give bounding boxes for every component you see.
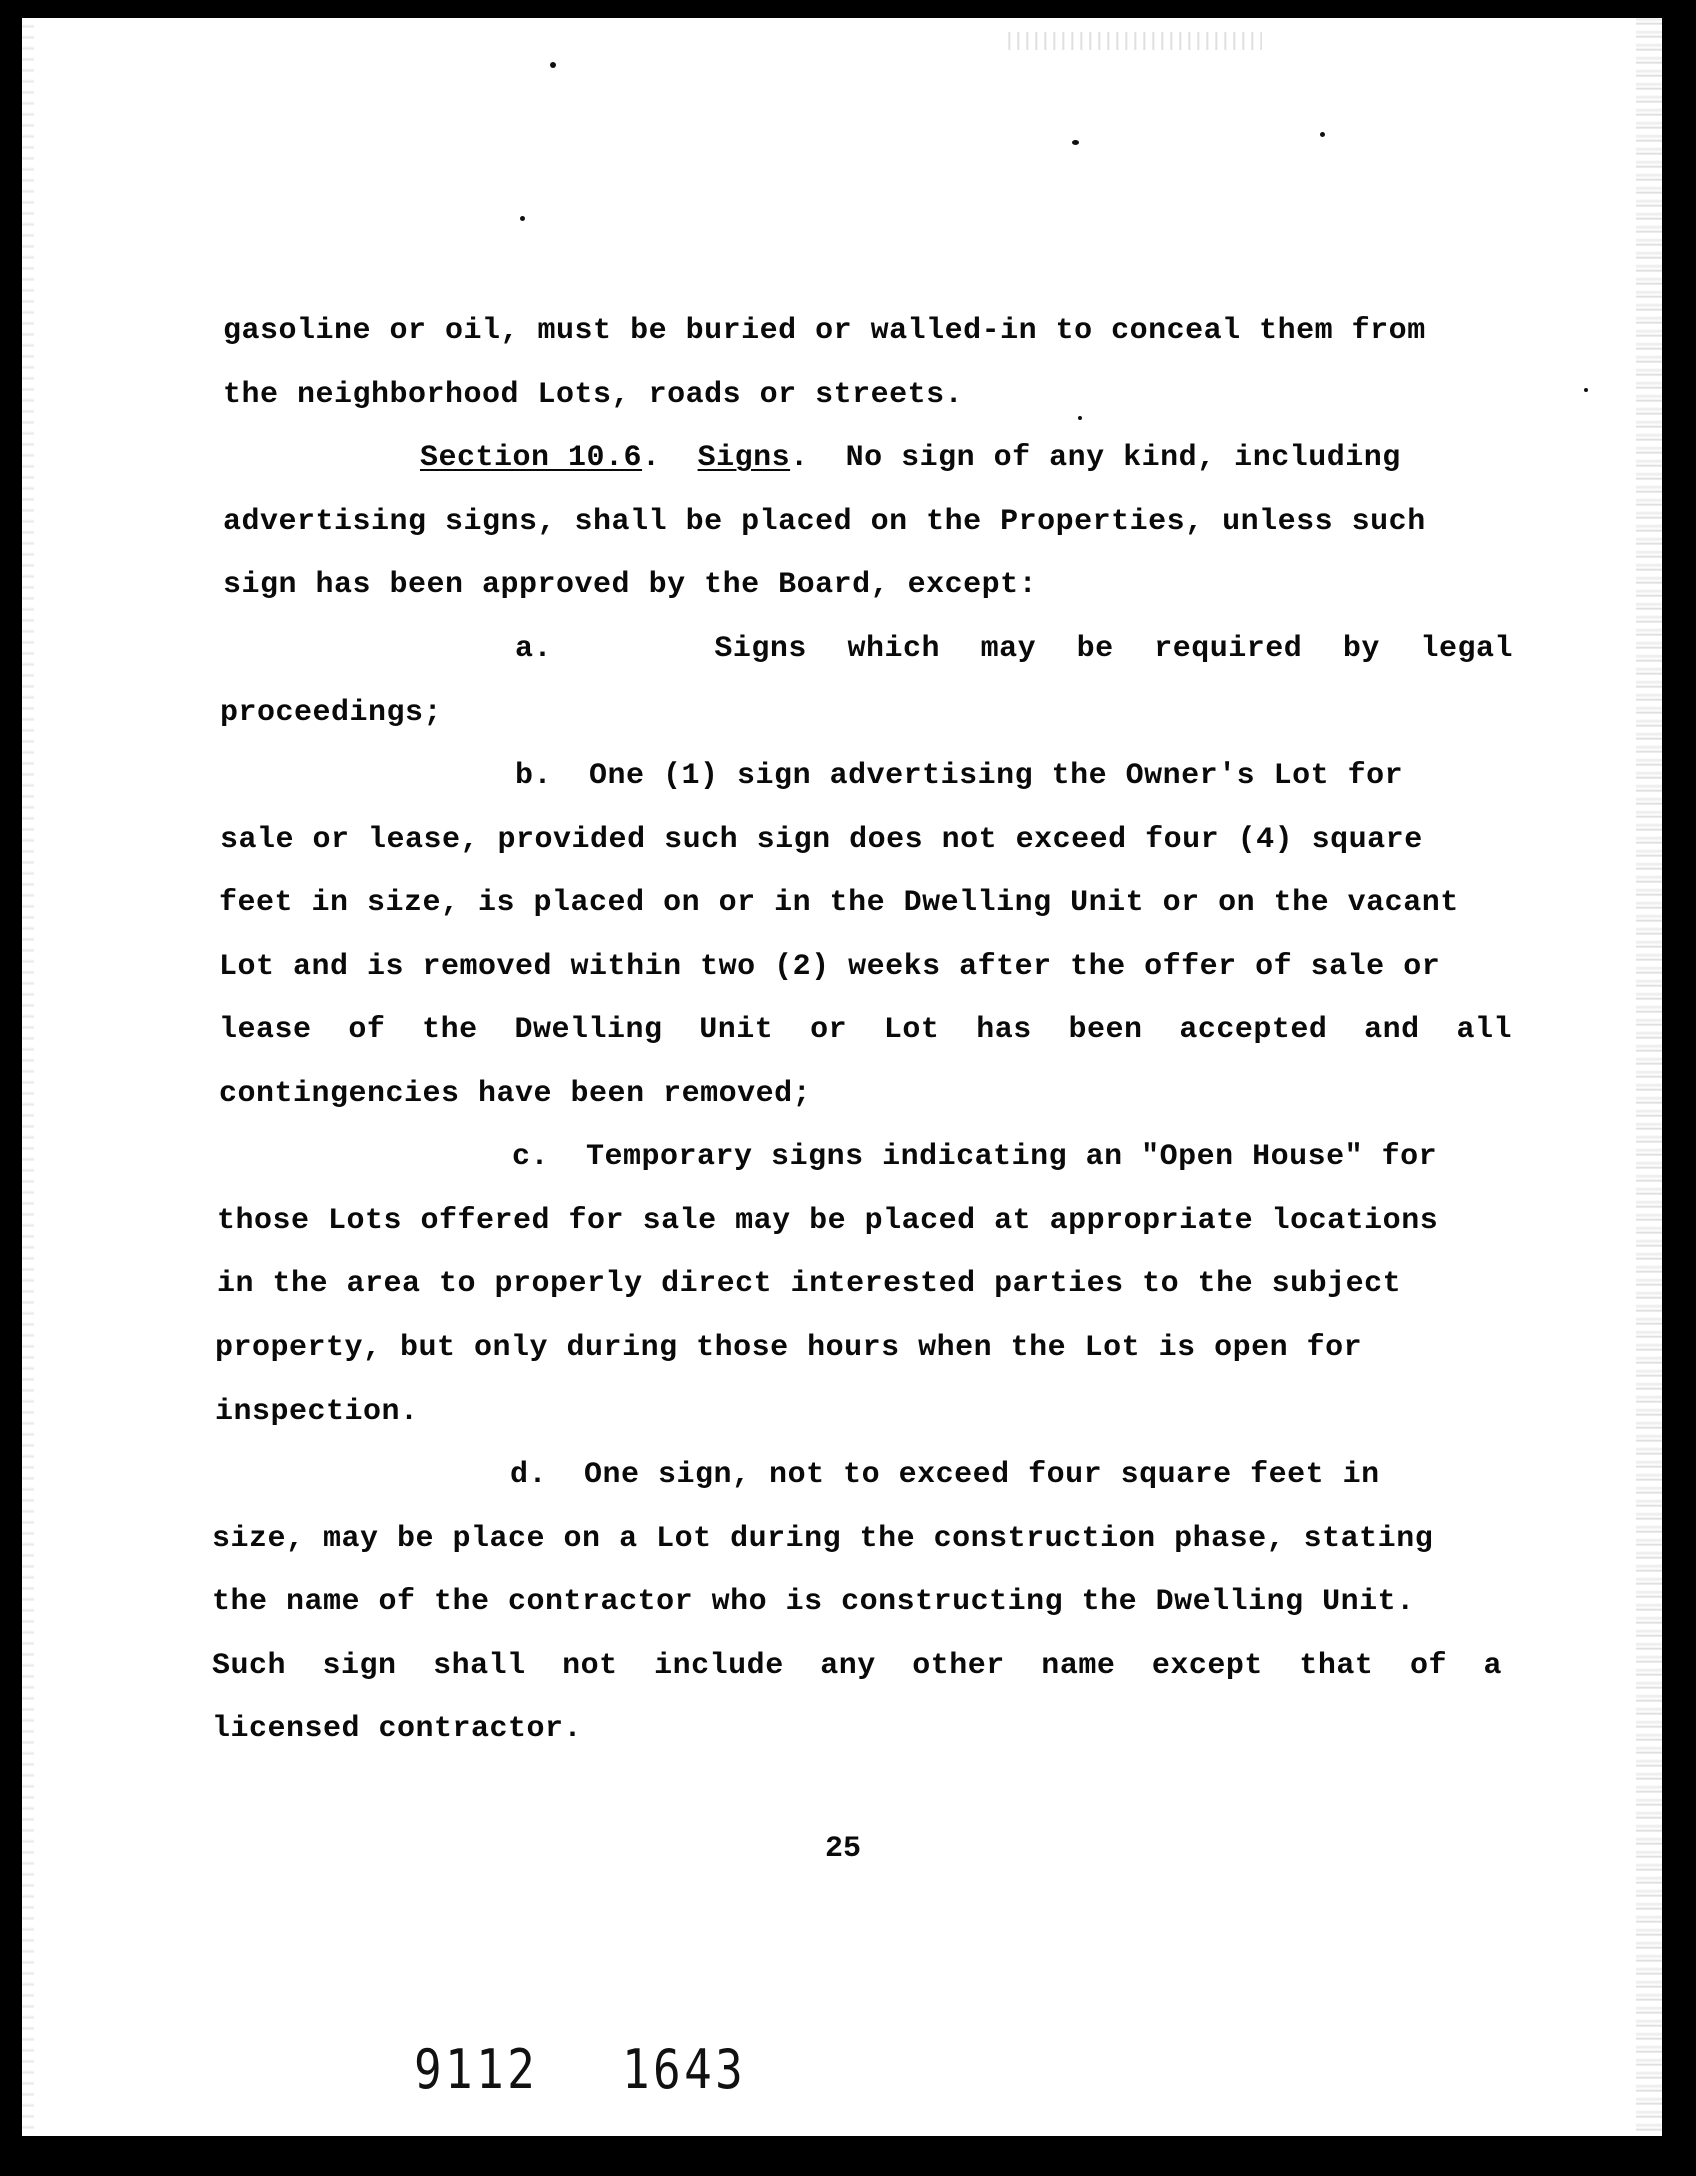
text-line: the name of the contractor who is constructing the Dwelling Unit. [212,1585,1415,1619]
text-line: contingencies have been removed; [219,1077,812,1111]
text-line: those Lots offered for sale may be placed at appropriate locations [217,1204,1439,1238]
scan-speck [1078,416,1082,420]
text-line: property, but only during those hours when the Lot is open for [215,1331,1363,1365]
text-line: the neighborhood Lots, roads or streets. [223,378,964,412]
section-title: Signs [697,441,791,475]
text-line: lease of the Dwelling Unit or Lot has been accepted and all [219,1013,1512,1047]
list-item-label: b. [515,759,553,793]
text-line: sign has been approved by the Board, except: [223,568,1038,602]
scan-edge-noise [1002,32,1262,50]
scan-speck [1072,140,1079,145]
text-line: advertising signs, shall be placed on the Properties, unless such [223,505,1426,539]
list-item-c-first-line [512,1140,1437,1174]
list-item-a-first-line [515,632,1513,666]
text-line: Lot and is removed within two (2) weeks after the offer of sale or [219,950,1441,984]
text-line: licensed contractor. [212,1712,583,1746]
list-item-label: d. [510,1458,548,1492]
section-title-period: . [790,441,809,475]
scan-edge-noise [22,18,34,2136]
scan-speck [1584,388,1588,392]
list-item-label: a. [515,632,553,666]
list-item-text: Temporary signs indicating an "Open House" for [586,1140,1438,1174]
list-item-text: Signs which may be required by legal [714,632,1513,666]
recording-page-number: 1643 [622,2038,747,2101]
list-item-b-first-line [515,759,1403,793]
list-item-text: One (1) sign advertising the Owner's Lot for [589,759,1404,793]
text-line: gasoline or oil, must be buried or walled-in to conceal them from [223,314,1426,348]
section-text: No sign of any kind, including [845,441,1401,475]
section-number: Section 10.6 [420,441,643,475]
section-heading-line [420,441,1401,475]
page-number: 25 [825,1832,862,1866]
scan-speck [550,62,556,68]
list-item-d-first-line [510,1458,1380,1492]
text-line: feet in size, is placed on or in the Dwelling Unit or on the vacant [219,886,1459,920]
text-line: sale or lease, provided such sign does not exceed four (4) square [220,823,1423,857]
document-page [22,18,1662,2136]
recording-book-number: 9112 [414,2038,539,2101]
text-line: inspection. [215,1395,419,1429]
text-line: size, may be place on a Lot during the construction phase, stating [212,1522,1434,1556]
scan-speck [520,216,525,221]
text-line: Such sign shall not include any other name except that of a [212,1649,1502,1683]
text-line: in the area to properly direct interested parties to the subject [217,1267,1402,1301]
scan-edge-noise [1636,18,1662,2136]
section-number-period: . [642,441,661,475]
text-line: proceedings; [220,696,443,730]
list-item-label: c. [512,1140,550,1174]
list-item-text: One sign, not to exceed four square feet in [584,1458,1380,1492]
scan-speck [1320,132,1325,137]
